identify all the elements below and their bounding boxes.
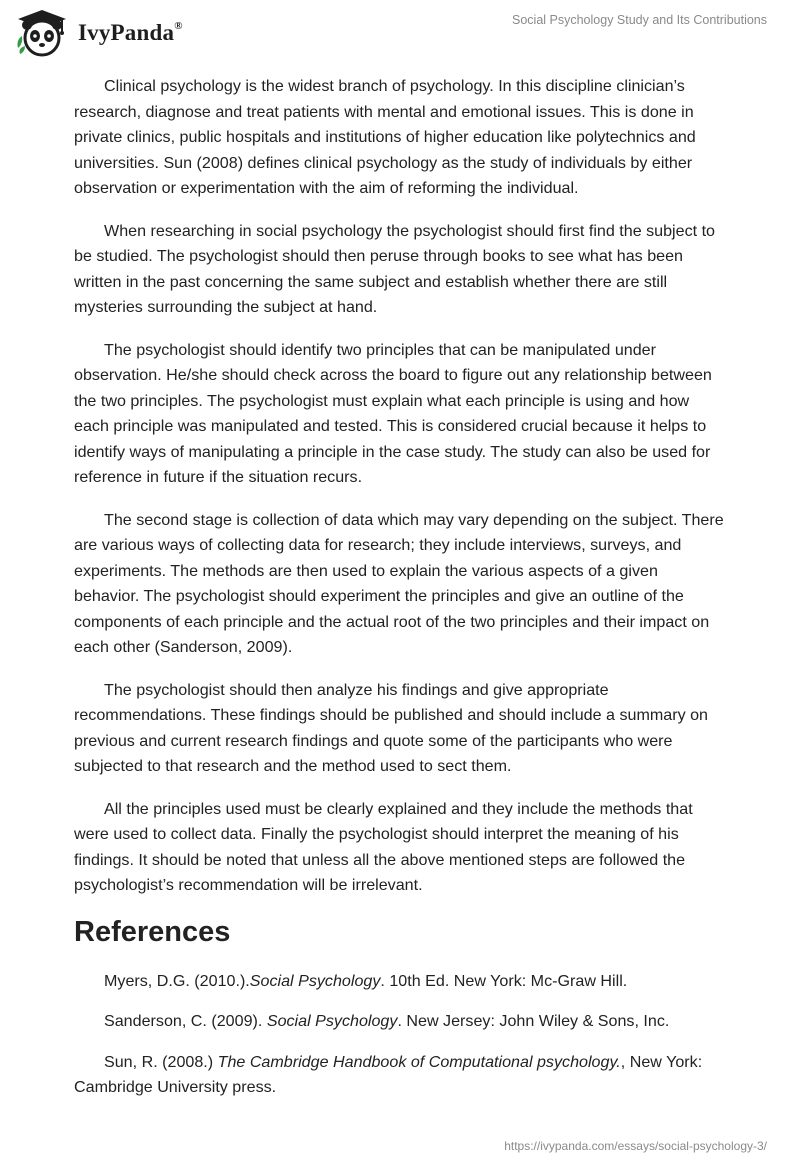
essay-content	[74, 74, 726, 1116]
reference-authors: Sun, R. (2008.)	[104, 1052, 218, 1071]
logo-wordmark	[78, 20, 183, 46]
reference-publisher: . 10th Ed. New York: Mc-Graw Hill.	[380, 971, 628, 990]
document-title: Social Psychology Study and Its Contributions	[512, 13, 767, 27]
paragraph-2: When researching in social psychology the psychologist should first find the subject to be studied. The psychologist should then peruse through books to see what has been written in the past concerning the same subject and establish whether there are still mysteries surrounding the subject at hand.	[74, 221, 715, 316]
reference-authors: Sanderson, C. (2009).	[104, 1012, 267, 1030]
logo-name: IvyPanda	[78, 20, 175, 45]
panda-graduation-cap-icon	[14, 8, 70, 58]
paragraph-5: The psychologist should then analyze his findings and give appropriate recommendations. These findings should be published and should include a summary on previous and current research findings and quote some of the participants who were subjected to that research and the method used to sect them.	[74, 680, 709, 775]
page-header	[0, 0, 800, 70]
reference-item-1	[74, 969, 726, 995]
reference-publisher: , New York: Cambridge University press.	[74, 1052, 703, 1096]
paragraph-6: All the principles used must be clearly explained and they include the methods that were used to collect data. Finally the psychologist should interpret the meaning of his findings. It should be noted that unless all the above mentioned steps are followed the psychologist’s recommendation will be irrelevant.	[74, 799, 693, 894]
reference-item-2	[74, 1009, 726, 1035]
paragraph-4: The second stage is collection of data which may vary depending on the subject. There are various ways of collecting data for research; they include interviews, surveys, and experiments. The methods are then used to explain the various aspects of a given behavior. The psychologist should experiment the principles and give an outline of the components of each principle and the actual root of the two principles and their impact on each other (Sanderson, 2009).	[74, 510, 724, 656]
ivypanda-logo[interactable]	[14, 8, 183, 58]
paragraph-3: The psychologist should identify two principles that can be manipulated under observation. He/she should check across the board to figure out any relationship between the two principles. The psychologist must explain what each principle is using and how each principle was manipulated and tested. This is considered crucial because it helps to identify ways of manipulating a principle in the case study. The study can also be used for reference in future if the situation recurs.	[74, 340, 712, 486]
references-heading: References	[74, 915, 231, 948]
source-url-link[interactable]: https://ivypanda.com/essays/social-psychology-3/	[504, 1139, 767, 1153]
reference-publisher: . New Jersey: John Wiley & Sons, Inc.	[397, 1012, 670, 1030]
reference-title: Social Psychology	[249, 971, 381, 990]
reference-title: The Cambridge Handbook of Computational psychology.	[217, 1052, 621, 1071]
registered-mark: ®	[174, 20, 183, 33]
paragraph-1: Clinical psychology is the widest branch of psychology. In this discipline clinician’s research, diagnose and treat patients with mental and emotional issues. This is done in private clinics, public hospitals and institutions of higher education like polytechnics and universities. Sun (2008) defines clinical psychology as the study of individuals by either observation or experimentation with the aim of reforming the individual.	[74, 77, 696, 197]
reference-item-3	[74, 1050, 726, 1101]
reference-authors: Myers, D.G. (2010.).	[104, 971, 250, 990]
reference-title: Social Psychology	[266, 1012, 398, 1030]
